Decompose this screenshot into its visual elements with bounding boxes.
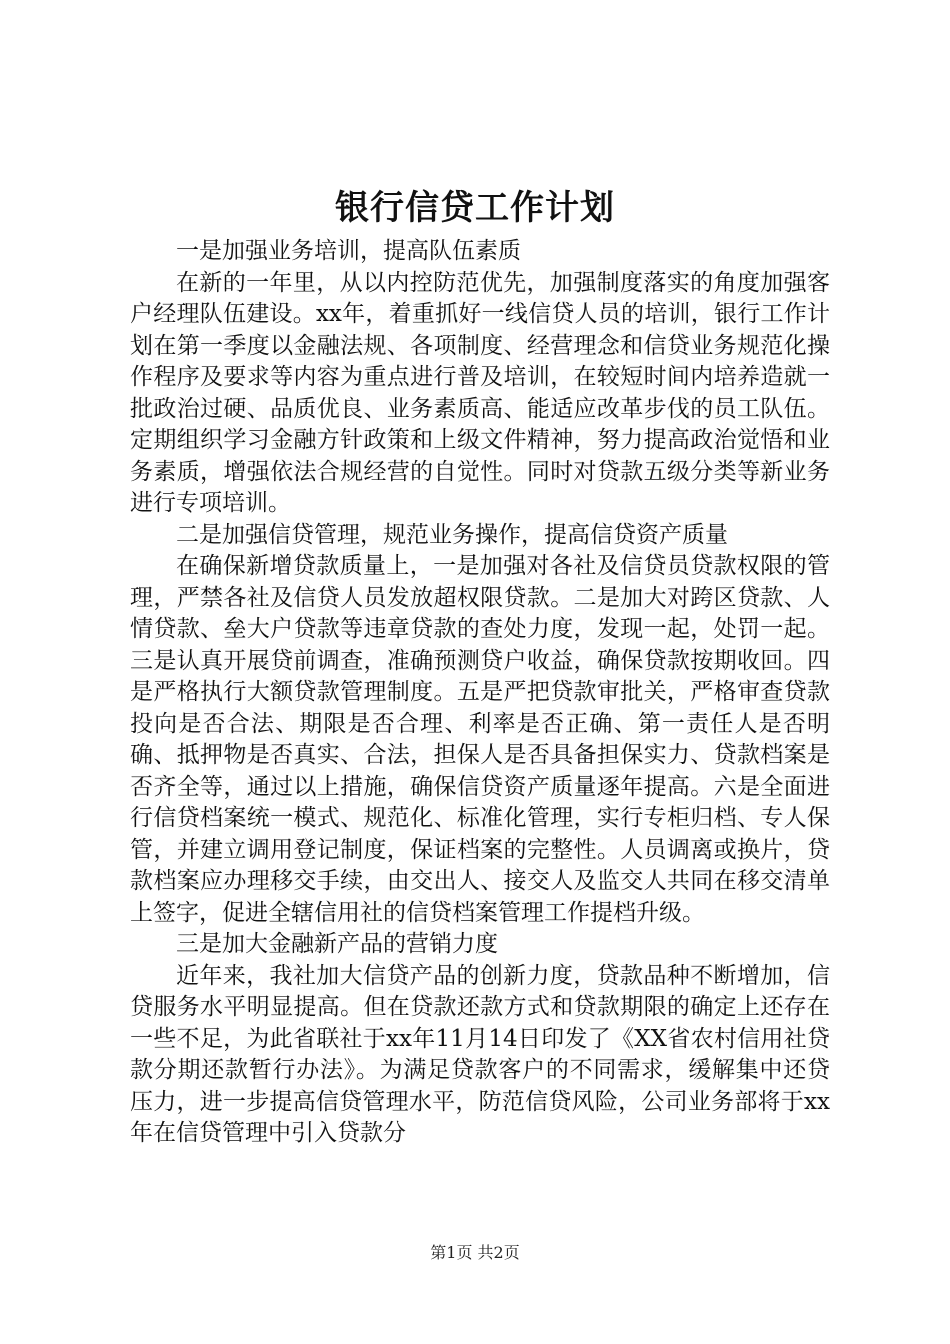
page-footer: 第1页 共2页 [430,1243,520,1262]
section-heading-1: 一是加强业务培训，提高队伍素质 [176,238,521,264]
body-paragraph-3: 近年来，我社加大信贷产品的创新力度，贷款品种不断增加，信贷服务水平明显提高。但在贷款还款方式和贷款期限的确定上还存在一些不足，为此省联社于xx年11月14日印发了《XX省农村信用社贷款分期还款暂行办法》。为满足贷款客户的不同需求，缓解集中还贷压力，进一步提高信贷管理水平，防范信贷风险，公司业务部将于xx年在信贷管理中引入贷款分 [130,962,830,1146]
section-heading-3: 三是加大金融新产品的营销力度 [176,931,498,957]
body-paragraph-2: 在确保新增贷款质量上，一是加强对各社及信贷员贷款权限的管理，严禁各社及信贷人员发放超权限贷款。二是加大对跨区贷款、人情贷款、垒大户贷款等违章贷款的查处力度，发现一起，处罚一起。三是认真开展贷前调查，准确预测贷户收益，确保贷款按期收回。四是严格执行大额贷款管理制度。五是严把贷款审批关，严格审查贷款投向是否合法、期限是否合理、利率是否正确、第一责任人是否明确、抵押物是否真实、合法，担保人是否具备担保实力、贷款档案是否齐全等，通过以上措施，确保信贷资产质量逐年提高。六是全面进行信贷档案统一模式、规范化、标准化管理，实行专柜归档、专人保管，并建立调用登记制度，保证档案的完整性。人员调离或换片，贷款档案应办理移交手续，由交出人、接交人及监交人共同在移交清单上签字，促进全辖信用社的信贷档案管理工作提档升级。 [130,553,830,926]
body-paragraph-1: 在新的一年里，从以内控防范优先，加强制度落实的角度加强客户经理队伍建设。xx年，着重抓好一线信贷人员的培训，银行工作计划在第一季度以金融法规、各项制度、经营理念和信贷业务规范化操作程序及要求等内容为重点进行普及培训，在较短时间内培养造就一批政治过硬、品质优良、业务素质高、能适应改革步伐的员工队伍。定期组织学习金融方针政策和上级文件精神，努力提高政治觉悟和业务素质，增强依法合规经营的自觉性。同时对贷款五级分类等新业务进行专项培训。 [130,269,830,516]
document-body [130,236,830,1150]
section-heading-2: 二是加强信贷管理，规范业务操作，提高信贷资产质量 [176,521,728,548]
document-title: 银行信贷工作计划 [335,188,615,228]
